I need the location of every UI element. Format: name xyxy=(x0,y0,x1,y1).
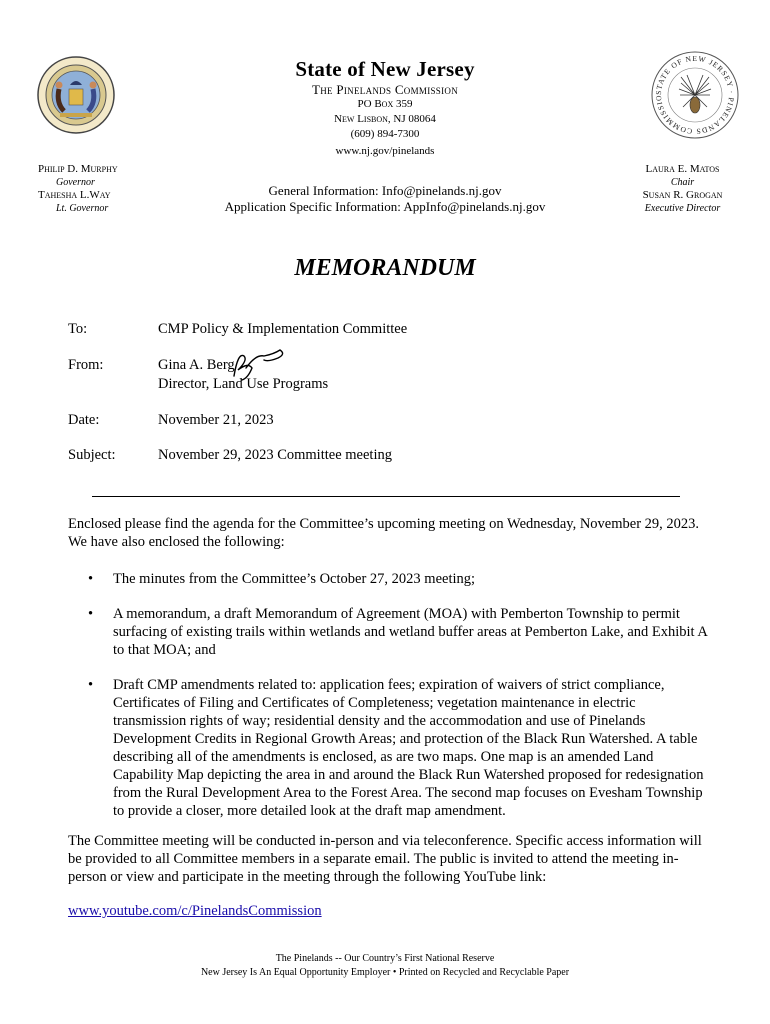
from-name: Gina A. Berg xyxy=(158,357,235,373)
date-value: November 21, 2023 xyxy=(158,412,274,428)
enclosures-list xyxy=(68,570,708,837)
po-box: PO Box 359 xyxy=(357,98,413,110)
application-info-email: Application Specific Information: AppInfo@pinelands.nj.gov xyxy=(224,199,546,214)
list-item xyxy=(68,605,708,659)
bullet-icon: • xyxy=(88,677,94,693)
governor-title: Governor xyxy=(56,177,95,188)
commission-name: The Pinelands Commission xyxy=(311,82,459,97)
bullet-icon: • xyxy=(88,571,94,587)
governor-name: Philip D. Murphy xyxy=(38,163,118,175)
intro-paragraph: Enclosed please find the agenda for the Committee’s upcoming meeting on Wednesday, November 29, 2023. We have also enclosed the following: xyxy=(68,516,700,550)
from-title: Director, Land Use Programs xyxy=(158,376,329,392)
list-item-text: Draft CMP amendments related to: application fees; expiration of waivers of strict compliance, Certificates of Filing and Certificates of Completeness; vegetation maintenance in electric transmission rights of way; residential density and the accommodation and use of Pinelands Development Credits in Regional Growth Areas; and protection of the Black Run Watershed. A table describing all of the amendments is enclosed, as are two maps. One map is an amended Land Capability Map depicting the area in and around the Black Run Watershed proposed for redesignation from the Rural Development Area to the Forest Area. The second map focuses on Evesham Township to provide a closer, more detailed look at the draft map amendment. xyxy=(113,677,704,819)
to-value: CMP Policy & Implementation Committee xyxy=(158,321,408,337)
executive-director-name: Susan R. Grogan xyxy=(642,189,723,201)
footer-statement: New Jersey Is An Equal Opportunity Employer • Printed on Recycled and Recyclable Paper xyxy=(200,967,570,978)
list-item xyxy=(68,676,708,820)
list-item-text: A memorandum, a draft Memorandum of Agreement (MOA) with Pemberton Township to permit surfacing of existing trails within wetlands and wetland buffer areas at Pemberton Lake, and Exhibit A to that MOA; and xyxy=(113,606,708,658)
chair-name: Laura E. Matos xyxy=(645,163,720,175)
state-officials xyxy=(38,163,198,215)
pinelands-commission-seal xyxy=(650,50,740,140)
executive-director-title: Executive Director xyxy=(644,203,721,214)
date-label: Date: xyxy=(68,412,100,428)
lt-governor-title: Lt. Governor xyxy=(56,203,109,214)
website: www.nj.gov/pinelands xyxy=(335,145,435,157)
memo-title: MEMORANDUM xyxy=(294,255,476,281)
seal-ring-text: STATE OF NEW JERSEY · PINELANDS COMMISSIO xyxy=(653,53,737,137)
youtube-link[interactable]: www.youtube.com/c/PinelandsCommission xyxy=(68,903,322,919)
phone-number: (609) 894-7300 xyxy=(350,128,420,140)
nj-state-seal xyxy=(36,55,116,135)
list-item-text: The minutes from the Committee’s October 27, 2023 meeting; xyxy=(113,571,476,587)
general-info-email: General Information: Info@pinelands.nj.gov xyxy=(268,183,502,198)
city-address: New Lisbon, NJ 08064 xyxy=(334,113,436,125)
chair-title: Chair xyxy=(670,177,695,188)
commission-officials xyxy=(620,163,745,215)
state-name: State of New Jersey xyxy=(295,57,475,81)
handwritten-signature xyxy=(228,346,298,386)
footer-motto: The Pinelands -- Our Country’s First National Reserve xyxy=(275,953,495,964)
to-label: To: xyxy=(68,321,88,337)
closing-paragraph: The Committee meeting will be conducted in-person and via teleconference. Specific access information will be provided to all Committee members in a separate email. The public is invited to attend the meeting in-person or view and participate in the meeting through the following YouTube link: xyxy=(68,833,702,885)
header-divider xyxy=(92,496,680,497)
subject-label: Subject: xyxy=(68,447,116,463)
bullet-icon: • xyxy=(88,606,94,622)
list-item xyxy=(68,570,708,588)
lt-governor-name: Tahesha L.Way xyxy=(38,189,111,201)
from-label: From: xyxy=(68,357,104,373)
subject-value: November 29, 2023 Committee meeting xyxy=(158,447,392,463)
